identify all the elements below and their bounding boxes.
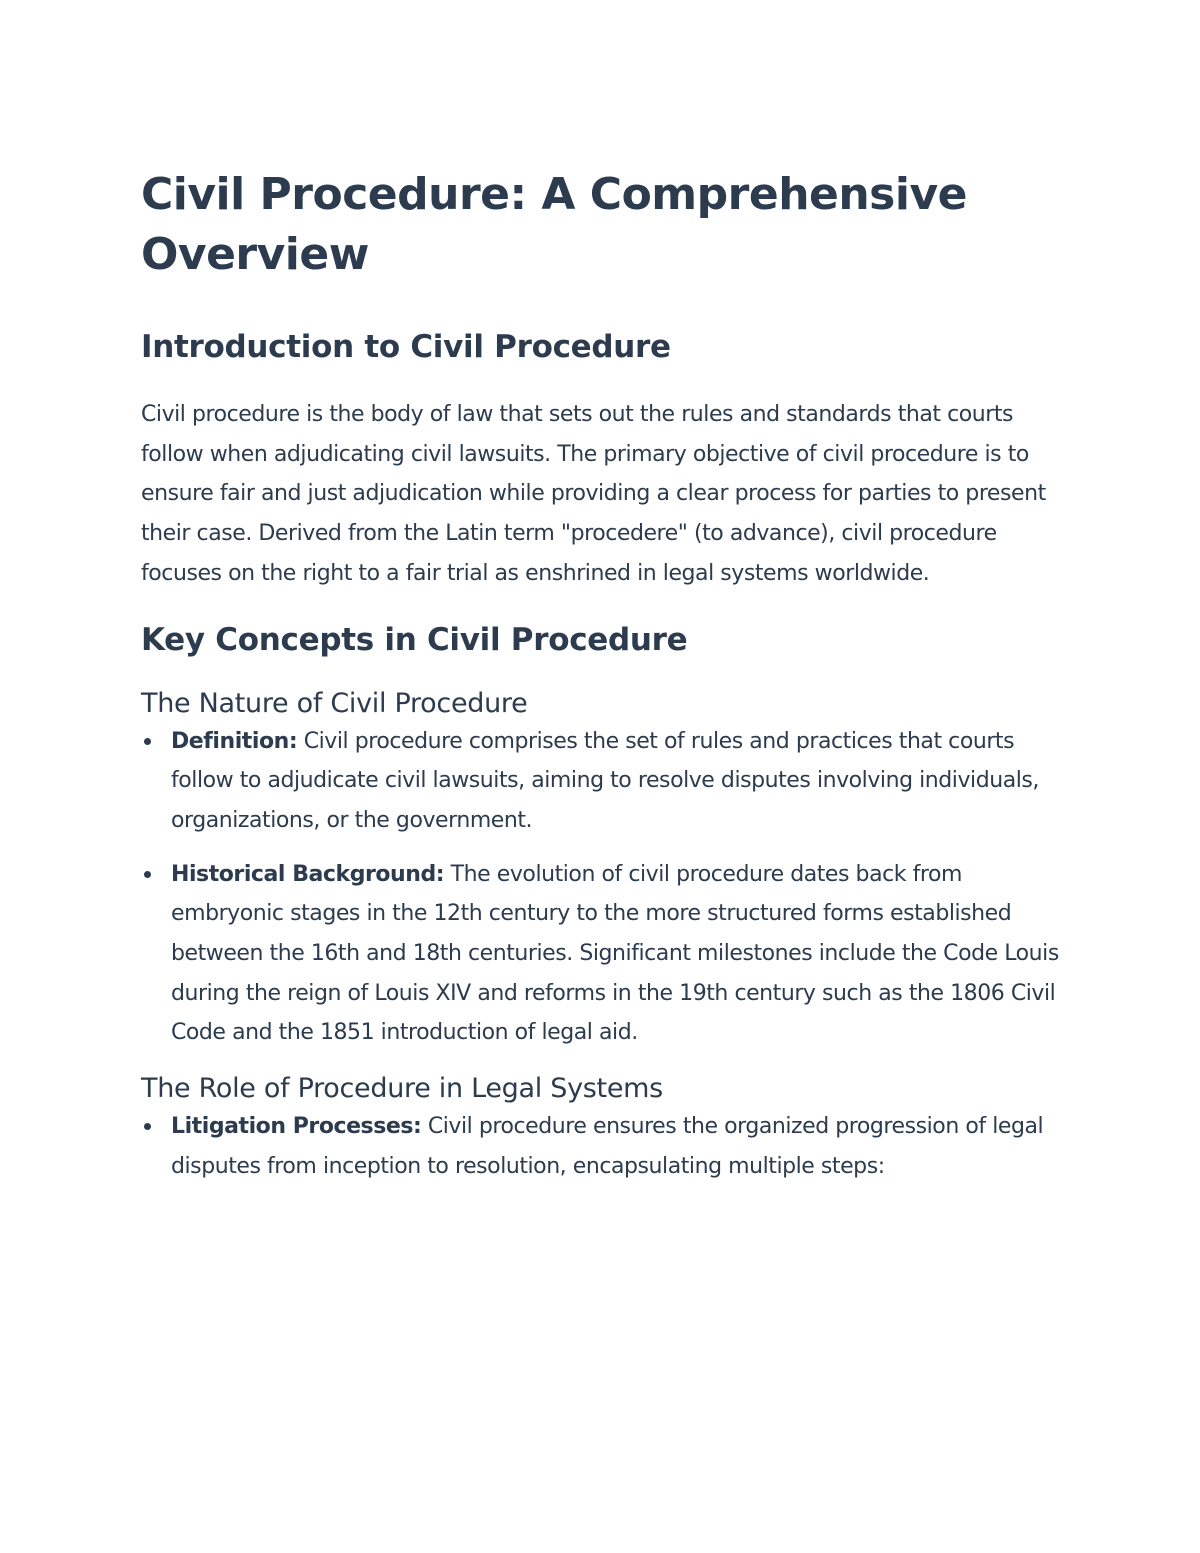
subheading-nature-of-civil-procedure: The Nature of Civil Procedure (141, 687, 528, 719)
list-item-text: Civil procedure comprises the set of rules and practices that courts follow to adjudicate civil lawsuits, aiming to resolve disputes involving individuals, organizations, or the government. (171, 728, 1039, 833)
section-heading-introduction: Introduction to Civil Procedure (141, 329, 671, 365)
list-item (141, 1107, 1061, 1186)
bullet-icon (144, 1123, 151, 1130)
list-item (141, 855, 1061, 1054)
bullet-icon (144, 871, 151, 878)
role-bullet-list (141, 1107, 1061, 1186)
introduction-paragraph: Civil procedure is the body of law that sets out the rules and standards that courts follow when adjudicating civil lawsuits. The primary objective of civil procedure is to ensure fair and just adjudication while providing a clear process for parties to present their case. Derived from the Latin term "procedere" (to advance), civil procedure focuses on the right to a fair trial as enshrined in legal systems worldwide. (141, 402, 1046, 586)
list-item-text: Civil procedure ensures the organized progression of legal disputes from inception to resolution, encapsulating multiple steps: (171, 1114, 1044, 1179)
nature-bullet-list (141, 722, 1061, 1054)
list-item-text: The evolution of civil procedure dates back from embryonic stages in the 12th century to the more structured forms established between the 16th and 18th centuries. Significant milestones include the Code Louis during the reign of Louis XIV and reforms in the 19th century such as the 1806 Civil Code and the 1851 introduction of legal aid. (171, 861, 1059, 1046)
list-item (141, 722, 1061, 841)
list-item-term: Historical Background: (171, 861, 445, 887)
document-page (141, 165, 1061, 1187)
list-item-term: Litigation Processes: (171, 1114, 422, 1140)
section-heading-key-concepts: Key Concepts in Civil Procedure (141, 621, 688, 658)
document-title: Civil Procedure: A Comprehensive Overview (141, 169, 967, 280)
list-item-term: Definition: (171, 728, 298, 754)
subheading-role-of-procedure: The Role of Procedure in Legal Systems (141, 1073, 663, 1105)
bullet-icon (144, 738, 151, 745)
